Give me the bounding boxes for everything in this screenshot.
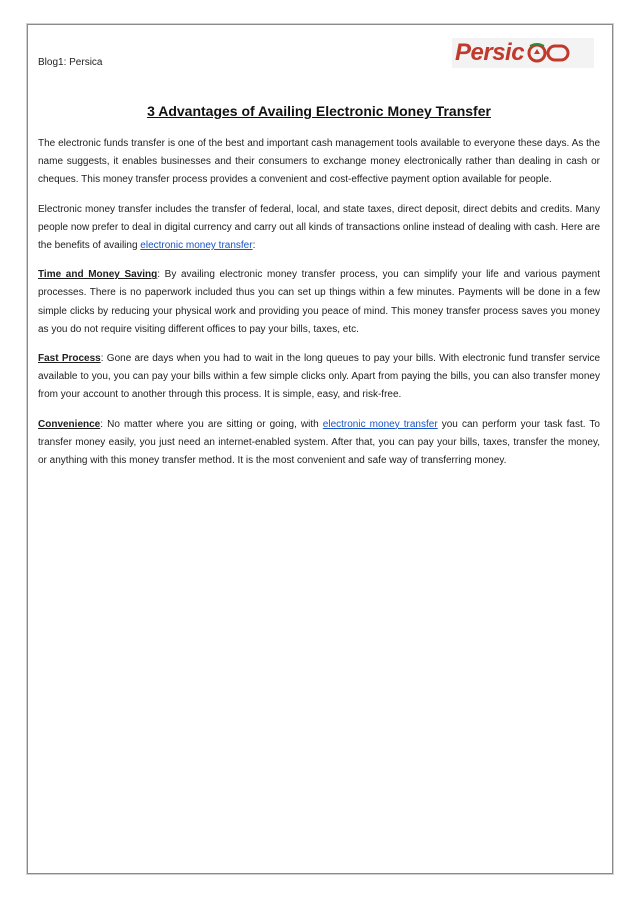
header-label: Blog1: Persica — [38, 57, 103, 68]
heading-fast-process: Fast Process — [38, 353, 101, 365]
paragraph-intro: The electronic funds transfer is one of the best and important cash management tools available to everyone these days. As the name suggests, it enables businesses and their consumers to exchange money electronically rather than dealing in cash or cheques. This money transfer process provides a convenient and cost-effective payment option available for people. — [38, 138, 600, 186]
electronic-money-transfer-link-2[interactable]: electronic money transfer — [322, 418, 438, 430]
electronic-money-transfer-link[interactable]: electronic money transfer — [140, 240, 253, 252]
article-body — [38, 135, 600, 481]
convenience-suffix: you can perform your task fast. To transfer money easily, you just need an internet-enabled system. After that, you can pay your bills, taxes, transfer the money, or anything with this money transfer method. It is the most convenient and safe way of transferring money. — [38, 418, 600, 467]
time-money-text: : By availing electronic money transfer process, you can simplify your life and various payment processes. There is no paperwork included thus you can set up things within a few minutes. Payments will be done in a few simple clicks by reducing your physical work and providing you peace of mind. This money transfer process saves you money as you do not require visiting different offices to pay your bills, taxes, etc. — [38, 269, 601, 335]
paragraph-convenience — [38, 416, 600, 471]
fast-process-text: : Gone are days when you had to wait in the long queues to pay your bills. With electronic fund transfer service available to you, you can pay your bills within a few simple clicks only. Apart from paying the bills, you can also transfer money from your account to another through this process. It is simple, easy, and risk-free. — [38, 353, 601, 401]
persica-logo — [452, 38, 594, 68]
convenience-text: : No matter where you are sitting or going, with — [100, 418, 323, 430]
heading-time-money: Time and Money Saving — [38, 269, 158, 281]
article-title: 3 Advantages of Availing Electronic Money Transfer — [147, 103, 491, 119]
logo-text: Persic — [455, 39, 525, 66]
paragraph-time-money — [38, 266, 600, 339]
overview-text: Electronic money transfer includes the transfer of federal, local, and state taxes, direct deposit, direct debits and credits. Many people now prefer to deal in digital currency and carry out all kinds of transactions online instead of dealing with cash. Here are the benefits of availing — [38, 203, 600, 252]
paragraph-overview — [38, 201, 600, 256]
paragraph-fast-process — [38, 350, 600, 405]
overview-suffix: : — [252, 240, 256, 252]
logo-mark-icon — [526, 42, 570, 64]
heading-convenience: Convenience — [38, 418, 101, 430]
